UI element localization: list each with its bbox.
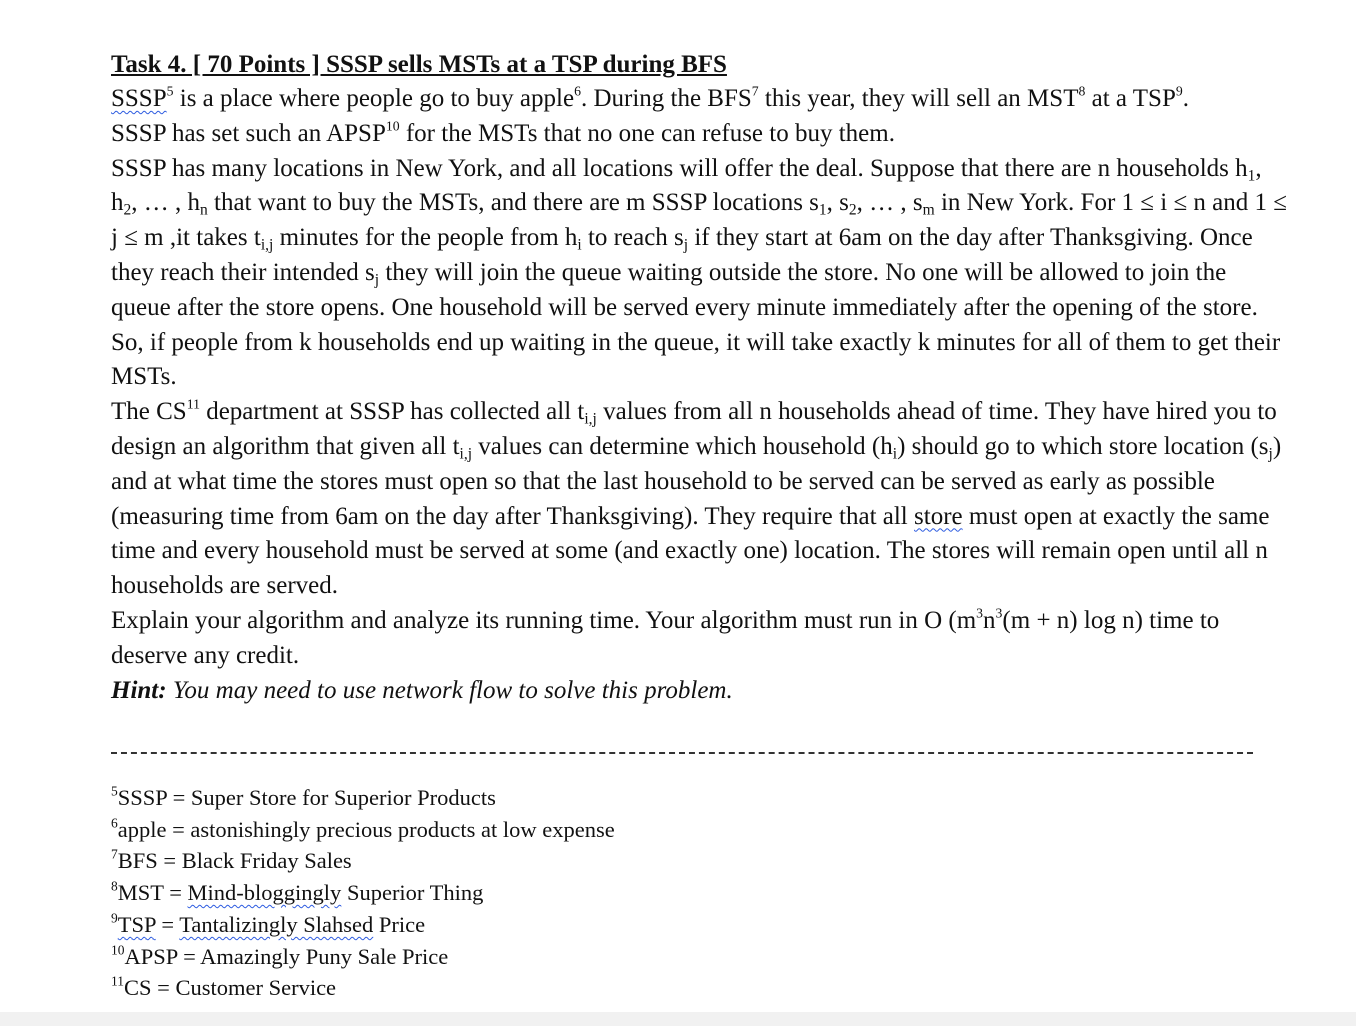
hint-paragraph — [111, 674, 1291, 709]
spelling-flag: Tantalizingly Slahsed — [179, 911, 374, 937]
hint-text: You may need to use network flow to solve this problem. — [166, 676, 733, 704]
footnote-text: MST = — [117, 880, 188, 906]
subscript: 2 — [123, 202, 132, 220]
text-run: in New York. For 1 ≤ i ≤ n and 1 ≤ j ≤ m ,it takes t — [111, 189, 1287, 252]
footnote-text: APSP = Amazingly Puny Sale Price — [124, 943, 449, 969]
footnote-number: 5 — [111, 783, 118, 799]
text-run: must open at exactly the same time and every household must be served at some (and exactly one) location. The stores will remain open until all n households are served. — [111, 502, 1270, 600]
subscript: i — [577, 236, 582, 254]
text-run: is a place where people go to buy apple — [173, 85, 575, 112]
text-run: at a TSP — [1085, 85, 1176, 112]
subscript: j — [374, 271, 380, 289]
text-run: values from all n households ahead of time. They have hired you to design an algorithm that given all t — [111, 398, 1277, 460]
text-run: SSSP has many locations in New York, and all locations will offer the deal. Suppose that there are n households h — [111, 154, 1248, 182]
footnote-7 — [111, 845, 615, 877]
subscript: m — [922, 202, 935, 220]
text-run: that want to buy the MSTs, and there are m SSSP locations s — [207, 189, 819, 217]
spelling-flag: SSSP — [111, 85, 167, 112]
footnote-ref: 8 — [1078, 83, 1086, 99]
text-run: (m + n) log n) time to deserve any credit. — [111, 606, 1220, 669]
subscript: 2 — [848, 202, 857, 220]
text-run: , h — [111, 154, 1262, 217]
footnote-divider — [111, 752, 1253, 754]
text-run: minutes for the people from h — [273, 224, 578, 252]
footnote-10 — [111, 941, 615, 973]
footnote-number: 7 — [111, 846, 118, 862]
text-run: . — [1182, 85, 1189, 112]
text-run: this year, they will sell an MST — [758, 85, 1079, 112]
text-run: . During the BFS — [580, 85, 752, 112]
text-run: ) and at what time the stores must open so that the last household to be served can be served as early as possible (measuring time from 6am on the day after Thanksgiving). They require that all — [111, 432, 1282, 530]
text-run: n — [983, 606, 996, 634]
footnote-text: Price — [373, 911, 426, 937]
exponent: 3 — [976, 605, 984, 621]
paragraph-4 — [111, 604, 1291, 674]
text-run: they will join the queue waiting outside the store. No one will be allowed to join the queue after the store opens. One household will be served every minute immediately after the opening of the store. So, if people from k households end up waiting in the queue, it will take exactly k minutes for all of them to get their MSTs. — [111, 258, 1281, 391]
hint-label: Hint: — [111, 676, 167, 704]
subscript: i,j — [584, 410, 597, 428]
text-run: values can determine which household (h — [472, 432, 893, 460]
subscript: i,j — [260, 236, 274, 254]
footnote-9 — [111, 909, 615, 941]
exponent: 3 — [995, 605, 1003, 621]
document-page — [111, 48, 1291, 708]
bottom-edge — [0, 1012, 1356, 1026]
footnote-text: SSSP = Super Store for Superior Products — [117, 785, 496, 810]
text-run: department at SSSP has collected all t — [199, 398, 585, 426]
paragraph-2 — [111, 152, 1291, 396]
footnote-number: 11 — [111, 973, 124, 989]
spelling-flag: TSP — [117, 911, 156, 937]
text-run: SSSP has set such an APSP — [111, 119, 386, 147]
text-run: , … , h — [131, 189, 200, 217]
footnote-number: 8 — [111, 878, 118, 894]
text-run: to reach s — [581, 224, 684, 252]
footnote-ref: 6 — [574, 83, 581, 99]
footnote-text: Superior Thing — [341, 880, 484, 906]
footnote-number: 9 — [111, 910, 118, 926]
task-body — [111, 82, 1291, 708]
footnote-11 — [111, 972, 615, 1004]
subscript: i — [892, 445, 898, 463]
subscript: j — [683, 236, 689, 254]
text-run: if they start at 6am on the day after Thanksgiving. Once they reach their intended s — [111, 224, 1253, 286]
subscript: i,j — [459, 445, 473, 463]
footnote-text: apple = astonishingly precious products at low expense — [117, 816, 615, 842]
text-run: for the MSTs that no one can refuse to buy them. — [399, 119, 895, 147]
text-run: Explain your algorithm and analyze its running time. Your algorithm must run in O (m — [111, 606, 977, 634]
footnotes — [111, 782, 615, 1004]
footnote-8 — [111, 877, 615, 909]
footnote-ref: 5 — [166, 83, 174, 99]
footnote-text: = — [155, 911, 180, 937]
footnote-ref: 11 — [186, 396, 200, 412]
subscript: j — [1268, 445, 1273, 463]
spelling-flag: store — [914, 502, 963, 530]
footnote-number: 6 — [111, 815, 118, 831]
subscript: 1 — [1247, 167, 1256, 185]
footnote-ref: 9 — [1175, 83, 1183, 99]
spelling-flag: Mind-bloggingly — [187, 880, 342, 906]
footnote-ref: 10 — [385, 118, 400, 134]
paragraph-3 — [111, 395, 1291, 604]
text-run: , s — [826, 189, 849, 217]
subscript: 1 — [818, 202, 827, 220]
task-title: Task 4. [ 70 Points ] SSSP sells MSTs at a TSP during BFS — [111, 51, 727, 78]
footnote-text: BFS = Black Friday Sales — [117, 848, 352, 874]
footnote-5 — [111, 782, 615, 814]
footnote-ref: 7 — [751, 83, 759, 99]
text-run: The CS — [111, 398, 187, 426]
footnote-number: 10 — [111, 942, 125, 958]
subscript: n — [200, 202, 208, 220]
text-run: ) should go to which store location (s — [897, 432, 1269, 460]
paragraph-1 — [111, 82, 1291, 152]
text-run: , … , s — [856, 189, 923, 217]
footnote-6 — [111, 814, 615, 846]
footnote-text: CS = Customer Service — [124, 975, 337, 1001]
